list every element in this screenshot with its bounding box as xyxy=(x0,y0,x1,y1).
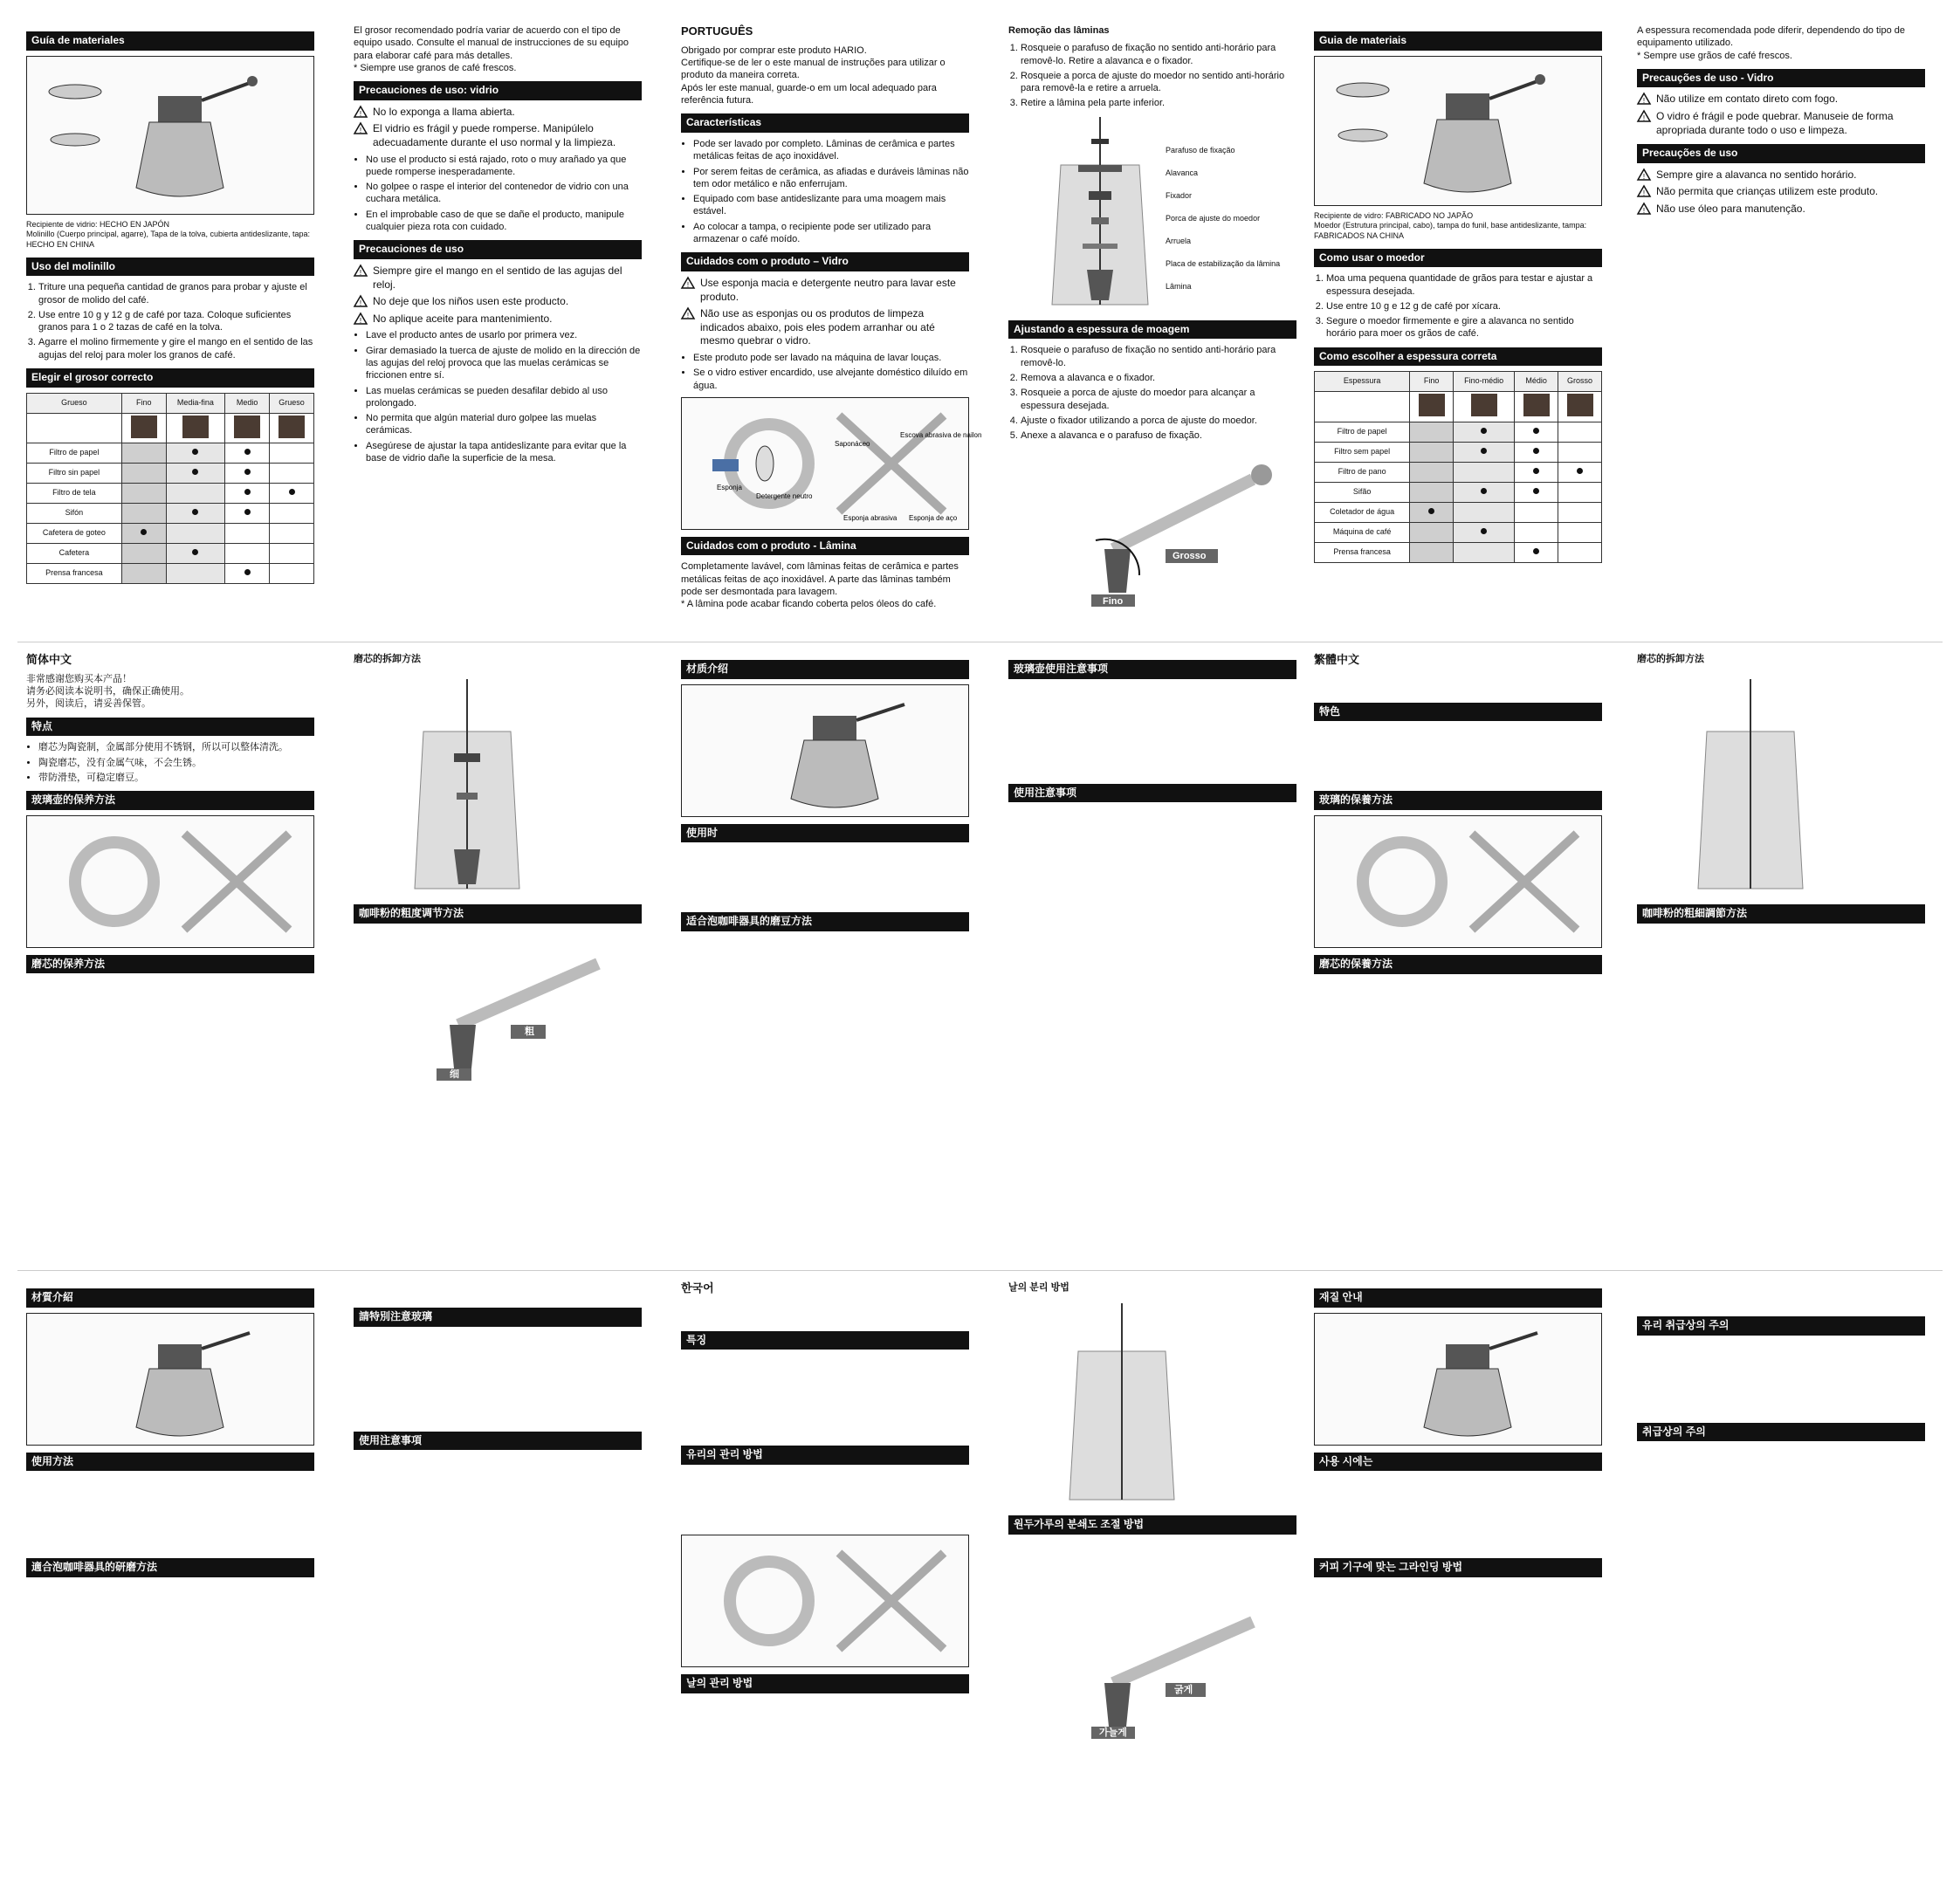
svg-text:!: ! xyxy=(1642,172,1646,181)
table-row: Sifón xyxy=(27,504,314,524)
zh-s-materials-figure xyxy=(681,684,969,817)
pt2-intro: A espessura recomendada pode diferir, dependendo do tipo de equipamento utilizado. * Sempre use grãos de café frescos. xyxy=(1637,25,1906,61)
ko-use-heading: 사용 시에는 xyxy=(1314,1453,1602,1472)
part-label: Arruela xyxy=(1166,236,1192,245)
table-row: Filtro de tela xyxy=(27,484,314,504)
ko-adjust-figure xyxy=(1008,1596,1296,1744)
pt-removal-list xyxy=(1008,42,1296,109)
warning-item: ! No aplique aceite para mantenimiento. xyxy=(354,313,642,326)
pt-care-glass-list xyxy=(681,352,969,392)
es-column-2 xyxy=(354,24,642,467)
table-row: Filtro de papel xyxy=(27,443,314,464)
es-use-list xyxy=(26,281,314,361)
list-item: 5. Anexe a alavanca e o parafuso de fixação. xyxy=(1021,429,1296,442)
es-use-heading: Uso del molinillo xyxy=(26,258,314,277)
warning-item: ! El vidrio es frágil y puede romperse. Manipúlelo adecuadamente durante el uso normal y la limpieza. xyxy=(354,122,642,149)
pt-exploded-figure xyxy=(1008,113,1296,313)
es-intro: El grosor recomendado podría variar de acuerdo con el tipo de equipo usado. Consulte el manual de instrucciones de su equipo para elaborar café para más detalles. * Siempre use granos de café frescos. xyxy=(354,25,629,73)
pt2-materials-notes: Recipiente de vidro: FABRICADO NO JAPÃO Moedor (Estrutura principal, cabo), tampa do funil, base antideslizante, tampa: FABRICADOS NA CHINA xyxy=(1314,210,1587,240)
zh-t-features-heading: 特色 xyxy=(1314,703,1602,722)
table-header: Grueso xyxy=(270,393,314,413)
warning-icon xyxy=(354,313,368,325)
es-column-1 xyxy=(26,24,314,584)
zh-t-glass-prec-heading: 請特別注意玻璃 xyxy=(354,1308,642,1327)
pt-features-list xyxy=(681,138,969,245)
warning-icon xyxy=(1637,110,1651,122)
zh-t-column-2 xyxy=(1637,653,1925,929)
warning-item: ! No deje que los niños usen este producto. xyxy=(354,295,642,309)
pt-adjust-figure xyxy=(1008,444,1296,610)
pt-cleaning-figure xyxy=(681,397,982,530)
zh-s-table-heading: 适合泡咖啡器具的磨豆方法 xyxy=(681,912,969,931)
list-item: • 带防滑垫，可稳定磨豆。 xyxy=(38,772,314,784)
list-item: • Por serem feitas de cerâmica, as afiadas e duráveis lâminas não tem odor metálico e não enferrujam. xyxy=(693,166,969,191)
list-item: • 陶瓷磨芯，没有金属气味，不会生锈。 xyxy=(38,757,314,769)
pt-removal-title: Remoção das lâminas xyxy=(1008,25,1110,36)
list-item: • Se o vidro estiver encardido, use alvejante doméstico diluído em água. xyxy=(693,367,969,392)
es-use-prec-list xyxy=(354,329,642,464)
zh-s-glass-prec-heading: 玻璃壶使用注意事项 xyxy=(1008,660,1296,679)
ko-column-1 xyxy=(681,1281,969,1699)
list-item: 3. Segure o moedor firmemente e gire a alavanca no sentido horário para moer os grãos de café. xyxy=(1326,315,1602,340)
list-item: • Pode ser lavado por completo. Lâminas de cerâmica e partes metálicas feitas de aço inoxidável. xyxy=(693,138,969,163)
ko-glass-heading: 유리의 관리 방법 xyxy=(681,1446,969,1465)
warning-icon xyxy=(354,106,368,118)
zh-s-column-1 xyxy=(26,653,314,979)
pt2-table-heading: Como escolher a espessura correta xyxy=(1314,347,1602,367)
pt2-materials-heading: Guia de materiais xyxy=(1314,31,1602,51)
warning-item: ! No lo exponga a llama abierta. xyxy=(354,106,642,120)
ko-title: 한국어 xyxy=(681,1281,714,1295)
list-item: 4. Ajuste o fixador utilizando a porca de ajuste do moedor. xyxy=(1021,415,1296,427)
table-row: Máquina de café xyxy=(1315,523,1602,543)
ko-column-2 xyxy=(1008,1281,1296,1744)
zh-t-use-prec-heading: 使用注意事項 xyxy=(354,1432,642,1451)
zh-s-title: 简体中文 xyxy=(26,653,72,666)
zh-s-intro: 非常感谢您购买本产品！ 请务必阅读本说明书，确保正确使用。 另外，阅读后，请妥善保管。 xyxy=(26,673,189,710)
zh-s-column-3 xyxy=(681,653,969,937)
zh-t-cleaning-figure xyxy=(1314,815,1602,948)
list-item: • Asegúrese de ajustar la tapa antideslizante para evitar que la base de vidrio dañe la superficie de la mesa. xyxy=(366,440,642,465)
warning-icon xyxy=(354,264,368,277)
coarse-label: 粗 xyxy=(525,1026,534,1037)
zh-s-materials-heading: 材质介绍 xyxy=(681,660,969,679)
svg-text:!: ! xyxy=(1642,97,1646,106)
ko-materials-figure xyxy=(1314,1313,1602,1446)
warning-icon xyxy=(1637,168,1651,181)
list-item: 1. Triture una pequeña cantidad de granos para probar y ajuste el grosor de molido del café. xyxy=(38,281,314,306)
ko-adjust-heading: 원두가루의 분쇄도 조절 방법 xyxy=(1008,1515,1296,1535)
warning-icon xyxy=(681,307,695,319)
list-item: • No permita que algún material duro golpee las muelas cerámicas. xyxy=(366,412,642,437)
table-row: Filtro de pano xyxy=(1315,463,1602,483)
list-item: 1. Rosqueie o parafuso de fixação no sentido anti-horário para removê-lo. xyxy=(1021,344,1296,369)
list-item: • En el improbable caso de que se dañe el producto, manipule cualquier pieza rota con cuidado. xyxy=(366,209,642,234)
list-item: • No golpee o raspe el interior del contenedor de vidrio con una cuchara metálica. xyxy=(366,181,642,206)
zh-t-glass-heading: 玻璃的保養方法 xyxy=(1314,791,1602,810)
coarse-label: 굵게 xyxy=(1174,1684,1193,1695)
table-header: Medio xyxy=(225,393,270,413)
list-item: 3. Rosqueie a porca de ajuste do moedor para alcançar a espessura desejada. xyxy=(1021,387,1296,412)
pt-features-heading: Características xyxy=(681,113,969,133)
table-header: Grueso xyxy=(27,393,122,413)
es-glass-list xyxy=(354,154,642,234)
es-materials-notes: Recipiente de vidrio: HECHO EN JAPÓN Molinillo (Cuerpo principal, agarre), Tapa de la tolva, cubierta antideslizante, tapa: HECHO EN CHINA xyxy=(26,219,311,249)
table-header: Espessura xyxy=(1315,372,1410,392)
table-row: Filtro sem papel xyxy=(1315,443,1602,463)
part-label: Parafuso de fixação xyxy=(1166,145,1235,155)
es-materials-figure xyxy=(26,56,314,215)
ko-blade-heading: 날의 관리 방법 xyxy=(681,1674,969,1693)
table-row: Prensa francesa xyxy=(1315,543,1602,563)
zh-t-column-3 xyxy=(26,1281,314,1583)
zh-t-column-4 xyxy=(354,1281,642,1455)
warning-item: ! Não utilize em contato direto com fogo. xyxy=(1637,93,1925,106)
adjust-illustration xyxy=(1008,444,1295,610)
warning-icon xyxy=(681,277,695,289)
pt2-column-1 xyxy=(1314,24,1602,563)
grinder-illustration xyxy=(1315,1314,1601,1445)
svg-text:!: ! xyxy=(1642,189,1646,198)
fine-label: Fino xyxy=(1103,596,1124,608)
fine-label: 细 xyxy=(450,1068,459,1080)
zh-s-features-list xyxy=(26,741,314,784)
pt-care-blade-text: Completamente lavável, com lâminas feitas de cerâmica e partes metálicas feitas de aço inoxidável. A parte das lâminas também pode ser desmontada para lavagem. * A lâmina pode acabar ficando coberta pelos óleos do café. xyxy=(681,561,959,610)
warning-item: ! Siempre gire el mango en el sentido de las agujas del reloj. xyxy=(354,264,642,292)
pt2-materials-figure xyxy=(1314,56,1602,206)
zh-t-materials-figure xyxy=(26,1313,314,1446)
warning-item: ! Não use as esponjas ou os produtos de limpeza indicados abaixo, pois eles podem arranhar ou até mesmo quebrar o vidro. xyxy=(681,307,969,348)
list-item: 2. Use entre 10 g e 12 g de café por xícara. xyxy=(1326,300,1602,313)
pt-care-glass-heading: Cuidados com o produto – Vidro xyxy=(681,252,969,271)
zh-s-coarse-heading: 咖啡粉的粗度调节方法 xyxy=(354,904,642,924)
pt-care-blade-heading: Cuidados com o produto - Lâmina xyxy=(681,537,969,556)
list-item: 1. Moa uma pequena quantidade de grãos para testar e ajustar a espessura desejada. xyxy=(1326,272,1602,298)
svg-text:Escova abrasiva de nailon: Escova abrasiva de nailon xyxy=(900,430,982,439)
zh-s-column-2 xyxy=(354,653,642,1086)
zh-s-column-4 xyxy=(1008,653,1296,807)
table-row: Sifão xyxy=(1315,483,1602,503)
zh-t-core-heading: 磨芯的保養方法 xyxy=(1314,955,1602,974)
warning-icon xyxy=(1637,185,1651,197)
cleaning-illustration xyxy=(682,398,982,529)
list-item: 2. Use entre 10 g y 12 g de café por taza. Coloque suficientes granos para 1 o 2 tazas de café en la tolva. xyxy=(38,309,314,334)
grinder-illustration xyxy=(1315,57,1601,205)
list-item: • Girar demasiado la tuerca de ajuste de molido en la dirección de las agujas del reloj provoca que las muelas cerámicas se friccionen entre sí. xyxy=(366,345,642,382)
grinder-illustration xyxy=(27,1314,313,1445)
zh-t-column-1 xyxy=(1314,653,1602,979)
warning-item: ! O vidro é frágil e pode quebrar. Manuseie de forma apropriada durante todo o uso e limpeza. xyxy=(1637,110,1925,137)
zh-t-removal-title: 磨芯的拆卸方法 xyxy=(1637,654,1704,664)
list-item: 2. Rosqueie a porca de ajuste do moedor no sentido anti-horário para removê-la e retire a arruela. xyxy=(1021,70,1296,95)
list-item: • 磨芯为陶瓷制，金属部分使用不锈钢，所以可以整体清洗。 xyxy=(38,741,314,753)
list-item: • Lave el producto antes de usarlo por primera vez. xyxy=(366,329,642,341)
pt-column-1 xyxy=(681,24,982,616)
pt2-column-2 xyxy=(1637,24,1925,220)
zh-t-coarse-heading: 咖啡粉的粗細調節方法 xyxy=(1637,904,1925,924)
zh-s-core-heading: 磨芯的保养方法 xyxy=(26,955,314,974)
zh-t-use-heading: 使用方法 xyxy=(26,1453,314,1472)
svg-text:Saponáceo: Saponáceo xyxy=(835,439,870,448)
fine-label: 가늘게 xyxy=(1099,1727,1127,1738)
zh-s-exploded-figure xyxy=(354,670,642,897)
zh-s-removal-title: 磨芯的拆卸方法 xyxy=(354,654,421,664)
svg-text:Esponja abrasiva: Esponja abrasiva xyxy=(843,513,897,522)
list-item: • Este produto pode ser lavado na máquina de lavar louças. xyxy=(693,352,969,364)
svg-text:Esponja: Esponja xyxy=(717,483,742,491)
row-divider xyxy=(17,1270,1943,1271)
table-row: Filtro sin papel xyxy=(27,464,314,484)
warning-icon xyxy=(354,122,368,134)
svg-text:Esponja de aço: Esponja de aço xyxy=(909,513,958,522)
grinder-illustration xyxy=(682,685,968,816)
pt2-how-list xyxy=(1314,272,1602,340)
pt-column-2 xyxy=(1008,24,1296,610)
zh-t-exploded-figure xyxy=(1637,670,1925,897)
es-materials-heading: Guía de materiales xyxy=(26,31,314,51)
zh-s-features-heading: 特点 xyxy=(26,718,314,737)
zh-s-glass-heading: 玻璃壶的保养方法 xyxy=(26,791,314,810)
warning-icon xyxy=(1637,203,1651,215)
warning-icon xyxy=(1637,93,1651,105)
part-label: Porca de ajuste do moedor xyxy=(1166,213,1261,223)
table-header: Media-fina xyxy=(166,393,224,413)
table-header: Médio xyxy=(1515,372,1558,392)
zh-t-materials-heading: 材質介紹 xyxy=(26,1288,314,1308)
svg-text:!: ! xyxy=(686,280,690,289)
warning-item: ! Sempre gire a alavanca no sentido horário. xyxy=(1637,168,1925,182)
table-row: Coletador de água xyxy=(1315,503,1602,523)
table-header: Fino-médio xyxy=(1454,372,1515,392)
list-item: 3. Retire a lâmina pela parte inferior. xyxy=(1021,97,1296,109)
svg-text:!: ! xyxy=(1642,207,1646,216)
exploded-view-illustration xyxy=(1008,1299,1295,1508)
ko-glass-prec-heading: 유리 취급상의 주의 xyxy=(1637,1316,1925,1336)
coarse-label: Grosso xyxy=(1173,551,1207,562)
svg-text:!: ! xyxy=(1642,114,1646,123)
exploded-view-illustration xyxy=(354,670,640,897)
svg-text:!: ! xyxy=(359,316,362,325)
ko-features-heading: 특징 xyxy=(681,1331,969,1350)
svg-text:!: ! xyxy=(359,109,362,118)
es-glass-heading: Precauciones de uso: vidrio xyxy=(354,81,642,100)
cleaning-illustration xyxy=(682,1535,968,1666)
list-item: • No use el producto si está rajado, roto o muy arañado ya que puede romperse inesperadamente. xyxy=(366,154,642,179)
table-header: Grosso xyxy=(1558,372,1602,392)
pt2-glass-heading: Precauções de uso - Vidro xyxy=(1637,69,1925,88)
list-item: • Equipado com base antideslizante para uma moagem mais estável. xyxy=(693,193,969,218)
pt-adjust-list xyxy=(1008,344,1296,442)
warning-item: ! Não use óleo para manutenção. xyxy=(1637,203,1925,216)
pt-title: PORTUGUÊS xyxy=(681,24,753,38)
svg-text:!: ! xyxy=(359,127,362,135)
part-label: Fixador xyxy=(1166,190,1193,200)
ko-column-3 xyxy=(1314,1281,1602,1583)
cleaning-illustration xyxy=(1315,816,1601,947)
ko-table-heading: 커피 기구에 맞는 그라인딩 방법 xyxy=(1314,1558,1602,1577)
zh-t-title: 繁體中文 xyxy=(1314,653,1360,666)
list-item: 1. Rosqueie o parafuso de fixação no sentido anti-horário para removê-lo. Retire a alavanca e o fixador. xyxy=(1021,42,1296,67)
warning-item: ! Não permita que crianças utilizem este produto. xyxy=(1637,185,1925,199)
ko-materials-heading: 재질 안내 xyxy=(1314,1288,1602,1308)
table-row: Cafetera xyxy=(27,544,314,564)
zh-s-adjust-figure xyxy=(354,929,642,1086)
es-use-prec-heading: Precauciones de uso xyxy=(354,240,642,259)
ko-column-4 xyxy=(1637,1281,1925,1446)
pt-adjust-heading: Ajustando a espessura de moagem xyxy=(1008,320,1296,340)
warning-item: ! Use esponja macia e detergente neutro para lavar este produto. xyxy=(681,277,969,304)
ko-removal-title: 날의 분리 방법 xyxy=(1008,1282,1069,1293)
part-label: Placa de estabilização da lâmina xyxy=(1166,258,1281,268)
svg-text:!: ! xyxy=(359,299,362,308)
cleaning-illustration xyxy=(27,816,313,947)
list-item: • Ao colocar a tampa, o recipiente pode ser utilizado para armazenar o café moído. xyxy=(693,221,969,246)
table-header: Fino xyxy=(1410,372,1454,392)
ko-use-prec-heading: 취급상의 주의 xyxy=(1637,1423,1925,1442)
table-row: Filtro de papel xyxy=(1315,422,1602,443)
adjust-illustration xyxy=(1008,1596,1295,1744)
pt2-prec-heading: Precauções de uso xyxy=(1637,144,1925,163)
ko-exploded-figure xyxy=(1008,1299,1296,1508)
list-item: 2. Remova a alavanca e o fixador. xyxy=(1021,372,1296,384)
table-row: Cafetera de goteo xyxy=(27,524,314,544)
part-label: Alavanca xyxy=(1166,168,1199,177)
svg-text:Detergente neutro: Detergente neutro xyxy=(756,491,813,500)
list-item: 3. Agarre el molino firmemente y gire el mango en el sentido de las agujas del reloj para moler los granos de café. xyxy=(38,336,314,361)
list-item: • Las muelas cerámicas se pueden desafilar debido al uso prolongado. xyxy=(366,385,642,410)
pt2-how-heading: Como usar o moedor xyxy=(1314,249,1602,268)
adjust-illustration xyxy=(354,929,640,1086)
es-table-heading: Elegir el grosor correcto xyxy=(26,368,314,388)
pt-intro: Obrigado por comprar este produto HARIO. Certifique-se de ler o este manual de instruções para utilizar o produto da maneira correta. Após ler este manual, guarde-o em um local adequado para referência futura. xyxy=(681,45,946,106)
zh-s-use-heading: 使用时 xyxy=(681,824,969,843)
table-header: Fino xyxy=(121,393,166,413)
svg-text:!: ! xyxy=(359,268,362,277)
exploded-view-illustration xyxy=(1637,670,1923,897)
es-grind-table xyxy=(26,393,314,585)
warning-icon xyxy=(354,295,368,307)
grinder-illustration xyxy=(27,57,313,214)
zh-s-use-prec-heading: 使用注意事项 xyxy=(1008,784,1296,803)
ko-cleaning-figure xyxy=(681,1535,969,1667)
zh-s-cleaning-figure xyxy=(26,815,314,948)
zh-t-table-heading: 適合泡咖啡器具的研磨方法 xyxy=(26,1558,314,1577)
table-row: Prensa francesa xyxy=(27,564,314,584)
part-label: Lâmina xyxy=(1166,281,1192,291)
pt2-grind-table xyxy=(1314,371,1602,563)
svg-text:!: ! xyxy=(686,312,690,320)
